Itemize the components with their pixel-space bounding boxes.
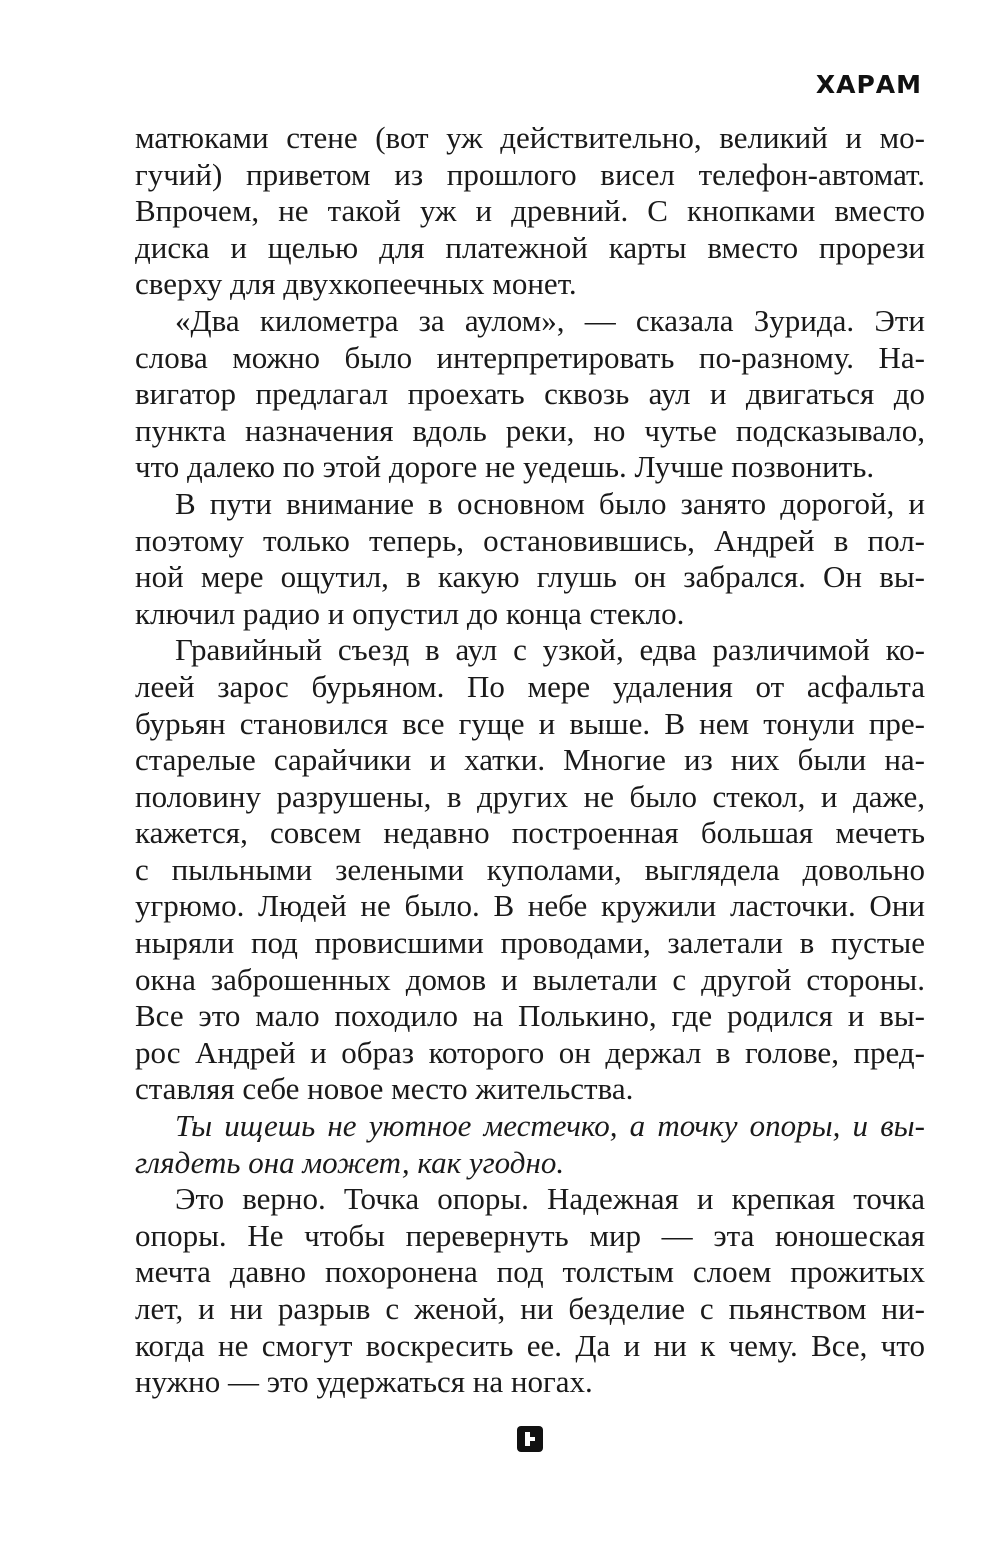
paragraph-first-line: «Два километра за аулом», — сказала Зурида. Эти	[175, 302, 925, 338]
text-line: Все это мало походило на Полькино, где родился и вы-	[135, 998, 925, 1034]
running-title: ХАРАМ	[815, 70, 922, 99]
text-line: лет, и ни разрыв с женой, ни безделие с пьянством ни-	[135, 1291, 925, 1326]
text-line: старелые сарайчики и хатки. Многие из них были на-	[135, 742, 925, 778]
text-line: что далеко по этой дороге не уедешь. Лучше позвонить.	[135, 449, 875, 485]
text-line: половину разрушены, в других не было стекол, и даже,	[135, 778, 925, 814]
text-line: ключил радио и опустил до конца стекло.	[135, 595, 685, 631]
page-body	[135, 120, 925, 1401]
text-line: окна заброшенных домов и вылетали с другой стороны.	[135, 961, 925, 997]
text-line: опоры. Не чтобы перевернуть мир — эта юношеская	[135, 1217, 925, 1253]
text-line: ныряли под провисшими проводами, залетали в пустые	[135, 925, 925, 961]
text-line: поэтому только теперь, остановившись, Андрей в пол-	[135, 522, 925, 558]
text-line: ставляя себе новое место жительства.	[135, 1071, 634, 1107]
text-line: вигатор предлагал проехать сквозь аул и двигаться до	[135, 376, 925, 412]
text-line: леей зарос бурьяном. По мере удаления от асфальта	[135, 668, 925, 704]
text-line: пункта назначения вдоль реки, но чутье подсказывало,	[135, 412, 925, 448]
text-line: сверху для двухкопеечных монет.	[135, 266, 577, 302]
text-line: Впрочем, не такой уж и древний. С кнопками вместо	[135, 193, 925, 229]
paragraph-first-line: Гравийный съезд в аул с узкой, едва различимой ко-	[175, 632, 925, 668]
paragraph-first-line: Это верно. Точка опоры. Надежная и крепкая точка	[175, 1181, 925, 1217]
text-line: кажется, совсем недавно построенная большая мечеть	[135, 815, 925, 851]
publisher-mark-icon	[517, 1426, 543, 1452]
italic-thought-line: глядеть она может, как угодно.	[135, 1144, 565, 1180]
text-line: нужно — это удержаться на ногах.	[135, 1364, 593, 1400]
text-line: с пыльными зелеными куполами, выглядела довольно	[135, 851, 925, 887]
text-line: слова можно было интерпретировать по-разному. На-	[135, 339, 925, 375]
text-line: бурьян становился все гуще и выше. В нем тонули пре-	[135, 705, 925, 741]
text-line: мечта давно похоронена под толстым слоем прожитых	[135, 1254, 925, 1290]
italic-thought-line: Ты ищешь не уютное местечко, а точку опоры, и вы-	[175, 1108, 925, 1144]
text-line: матюками стене (вот уж действительно, великий и мо-	[135, 120, 925, 155]
text-line: когда не смогут воскресить ее. Да и ни к чему. Все, что	[135, 1327, 925, 1363]
text-line: ной мере ощутил, в какую глушь он забрался. Он вы-	[135, 559, 925, 595]
text-line: диска и щелью для платежной карты вместо прорези	[135, 229, 925, 265]
text-line: рос Андрей и образ которого он держал в голове, пред-	[135, 1034, 925, 1070]
paragraph-first-line: В пути внимание в основном было занято дорогой, и	[175, 485, 925, 521]
text-line: угрюмо. Людей не было. В небе кружили ласточки. Они	[135, 888, 925, 924]
text-line: гучий) приветом из прошлого висел телефон-автомат.	[135, 156, 925, 192]
